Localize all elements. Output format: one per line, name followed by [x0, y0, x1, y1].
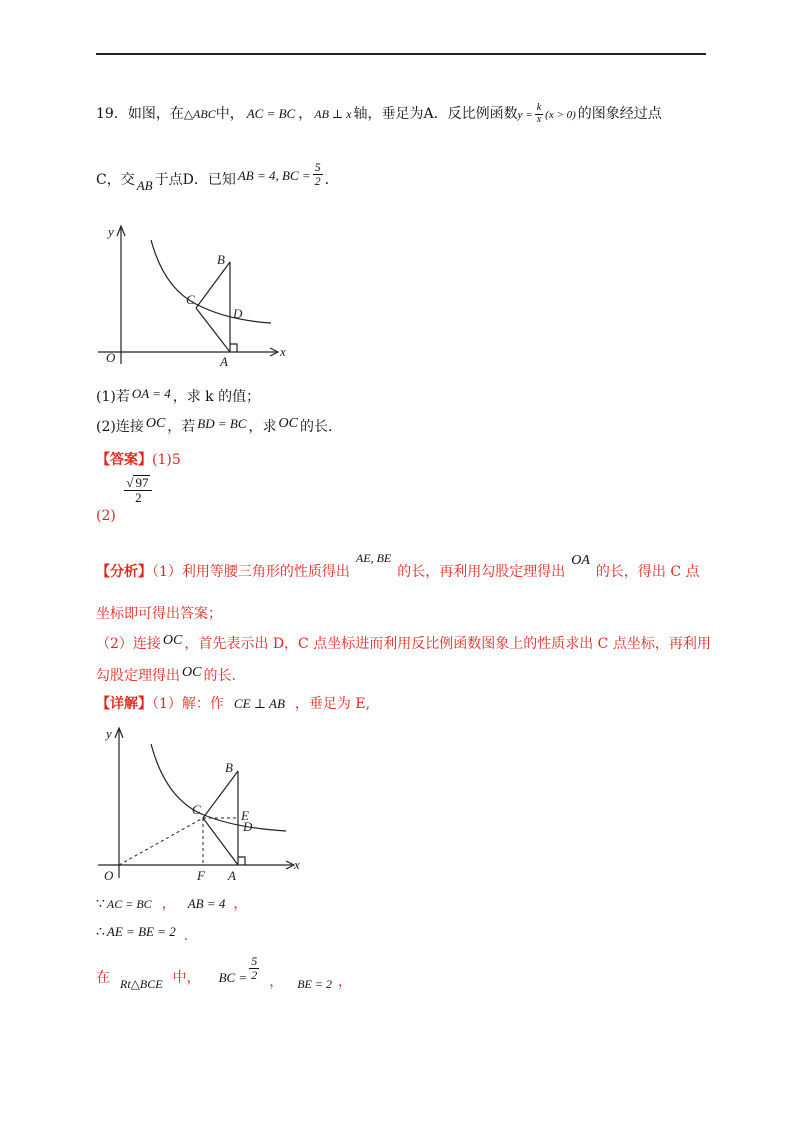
detail-line-1 [96, 693, 370, 713]
step-text: ， [269, 974, 284, 991]
ce-ab-expression: CE ⊥ AB [233, 696, 285, 711]
ae-be-label: AE, BE [355, 551, 392, 565]
analysis-line-2 [96, 603, 222, 623]
figure-1 [96, 216, 306, 371]
oa-expression: OA = 4 [131, 386, 171, 401]
right-angle-mark [238, 857, 245, 865]
analysis-text: 勾股定理得出 [96, 668, 180, 684]
question-text: 轴，垂足为A．反比例函数 [353, 106, 518, 122]
be-expression: BE = 2 [297, 977, 332, 992]
step-text: . [183, 928, 189, 944]
question-line-1 [96, 103, 662, 125]
oc-label: OC [182, 665, 202, 680]
subquestion-text: ，若 [167, 419, 196, 435]
step-line-2 [96, 924, 189, 944]
oa-label: OA [571, 553, 590, 568]
label-o: O [106, 350, 116, 365]
segment-bc [203, 771, 238, 818]
step-text: ， [161, 896, 176, 912]
analysis-text: 的长. [203, 668, 236, 684]
segment-oc-dashed [119, 818, 203, 865]
detail-tag: 【详解】 [96, 696, 152, 712]
label-a: A [220, 354, 228, 369]
answer-tag: 【答案】 [96, 452, 152, 468]
segment-ca [203, 818, 238, 865]
label-y: y [106, 726, 112, 741]
ac-bc-expression: AC = BC [246, 106, 296, 121]
detail-text: （1）解：作 [152, 696, 224, 712]
step-line-1 [96, 893, 247, 913]
question-line-2 [96, 160, 339, 194]
label-y: y [108, 224, 114, 239]
hyperbola-curve [151, 240, 271, 323]
segment-ca [196, 308, 230, 352]
analysis-text: 的长，再利用勾股定理得出 [397, 564, 566, 580]
hyperbola-curve [151, 744, 286, 831]
answer-1: (1)5 [152, 452, 181, 468]
label-x: x [280, 344, 286, 359]
segment-bc [196, 262, 230, 308]
subquestion-text: 的长. [299, 419, 333, 435]
analysis-text: （1）利用等腰三角形的性质得出 [152, 564, 350, 580]
rt-triangle-label: Rt△BCE [120, 977, 163, 992]
analysis-text: ，首先表示出 D，C 点坐标进而利用反比例函数图象上的性质求出 C 点坐标，再利用 [184, 636, 711, 652]
subquestion-text: (1)若 [96, 389, 130, 405]
label-b: B [217, 252, 225, 267]
ac-bc-expression: AC = BC [106, 897, 152, 911]
step-text: ， [233, 896, 248, 912]
oc-label: OC [145, 416, 166, 431]
analysis-text: 坐标即可得出答案； [96, 606, 222, 622]
oc-label: OC [278, 416, 298, 431]
subquestion-text: ，求 k 的值； [172, 389, 261, 405]
bd-bc-expression: BD = BC [197, 416, 247, 431]
subquestion-2 [96, 416, 332, 436]
ab-expression: AB = 4 [187, 896, 226, 911]
answer-line-2 [96, 475, 152, 524]
label-d: D [243, 819, 253, 834]
figure-2 [96, 718, 306, 888]
answer-2-fraction: $\frac{√ 97}{2}$ [124, 475, 152, 504]
bc-fraction: $\frac{5}{2}$ [251, 954, 258, 982]
detail-text: ，垂足为 E, [294, 696, 371, 712]
label-b: B [225, 760, 233, 775]
function-fraction: $\frac{k}{x}$ [536, 102, 542, 125]
because-symbol: ∵ [96, 896, 105, 912]
ab-label: AB [136, 178, 153, 194]
ae-be-expression: AE = BE = 2 [106, 924, 176, 939]
label-o: O [104, 868, 114, 883]
perp-expression: AB ⊥ x [314, 107, 352, 121]
triangle-label: △ABC [183, 107, 216, 121]
question-text: 19．如图，在 [96, 106, 184, 122]
analysis-line-1 [96, 551, 700, 581]
analysis-text: 的长，得出 C 点 [595, 564, 700, 580]
question-text: 于点D．已知 [154, 172, 236, 189]
oc-label: OC [162, 633, 183, 648]
question-text: 中， [215, 106, 244, 122]
label-d: D [233, 306, 243, 321]
subquestion-text: ，求 [248, 419, 277, 435]
bc-fraction: $\frac{5}{2}$ [314, 160, 321, 188]
bc-expression: BC = [218, 970, 248, 986]
function-condition: (x > 0) [545, 109, 576, 121]
subquestion-text: (2)连接 [96, 419, 144, 435]
analysis-tag: 【分析】 [96, 564, 152, 580]
analysis-line-4 [96, 665, 236, 685]
question-text: ， [298, 106, 313, 122]
analysis-line-3 [96, 633, 711, 653]
question-text: 的图象经过点 [577, 106, 662, 122]
step-text: 在 [96, 970, 110, 987]
analysis-text: （2）连接 [96, 636, 161, 652]
right-angle-mark [230, 344, 237, 352]
therefore-symbol: ∴ [96, 924, 105, 940]
subquestion-1 [96, 386, 260, 406]
label-x: x [294, 857, 300, 872]
step-text: 中， [172, 970, 201, 987]
answer-line-1 [96, 449, 181, 469]
label-a: A [228, 868, 236, 883]
step-text: ， [337, 974, 352, 991]
question-text: ． [324, 172, 339, 189]
label-f: F [197, 868, 205, 883]
label-e: E [241, 808, 249, 823]
header-rule [96, 53, 706, 55]
label-c: C [186, 292, 195, 307]
label-c: C [192, 802, 201, 817]
given-expression: AB = 4, BC = [237, 168, 311, 184]
question-text: C，交 [96, 172, 135, 189]
step-line-3 [96, 954, 352, 992]
answer-2-label: (2) [96, 507, 116, 524]
function-y: y = [517, 109, 533, 121]
